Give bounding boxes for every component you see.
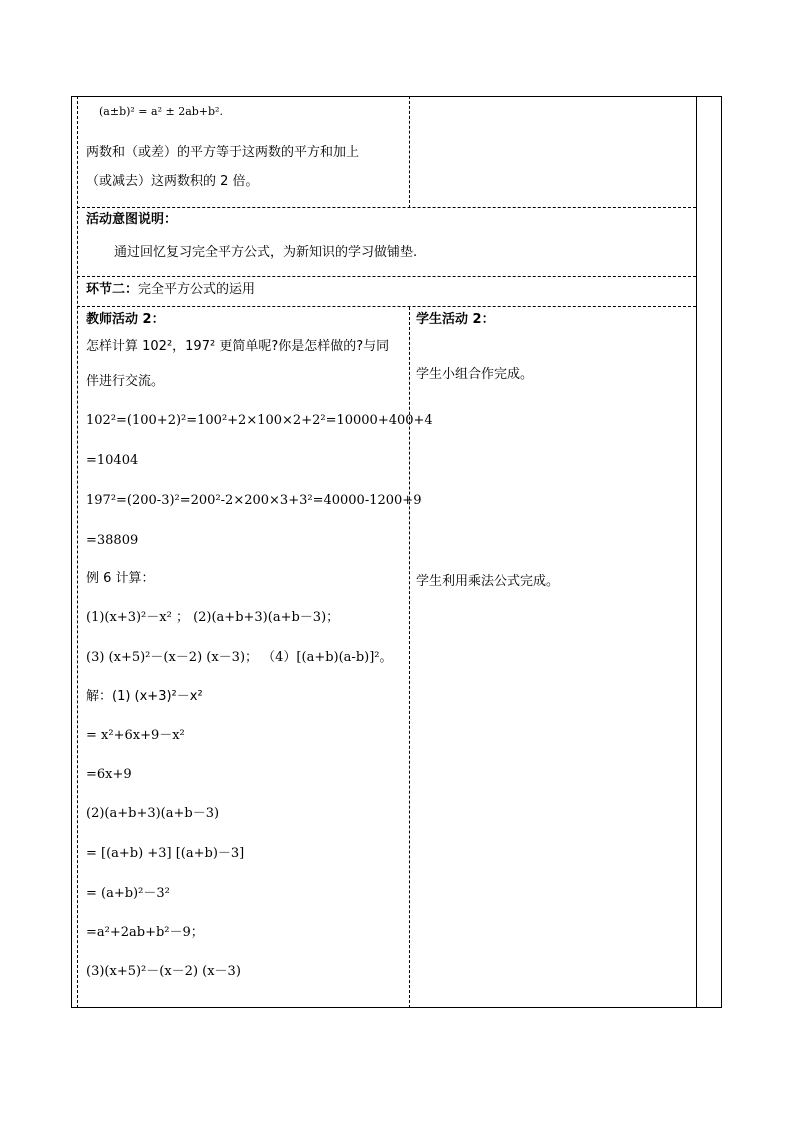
teacher-line: (3)(x+5)²－(x－2) (x－3) bbox=[86, 964, 241, 979]
table-frame bbox=[71, 96, 722, 1008]
teacher-line: (1)(x+3)²－x² ； (2)(a+b+3)(a+b－3)； bbox=[86, 610, 340, 625]
row-divider-1 bbox=[77, 207, 696, 208]
row-divider-3 bbox=[77, 306, 696, 307]
formula-description-2: （或减去）这两数积的 2 倍。 bbox=[86, 174, 259, 189]
section-prefix: 环节二： bbox=[86, 282, 139, 297]
teacher-line: 伴进行交流。 bbox=[86, 374, 165, 389]
teacher-line: 197²=(200-3)²=200²-2×200×3+3²=40000-1200+9 bbox=[86, 493, 422, 508]
student-note-1: 学生小组合作完成。 bbox=[416, 367, 534, 382]
table-inner-left-border bbox=[77, 96, 78, 1008]
teacher-line: (2)(a+b+3)(a+b－3) bbox=[86, 806, 220, 821]
teacher-line: =6x+9 bbox=[86, 767, 132, 782]
teacher-line: 例 6 计算： bbox=[86, 571, 155, 586]
section-name: 完全平方公式的运用 bbox=[138, 282, 256, 297]
column-divider-top bbox=[409, 96, 410, 208]
teacher-line: = [(a+b) +3] [(a+b)－3] bbox=[86, 846, 245, 861]
teacher-line: = x²+6x+9－x² bbox=[86, 728, 185, 743]
teacher-line: =a²+2ab+b²－9； bbox=[86, 925, 204, 940]
intent-heading: 活动意图说明： bbox=[86, 212, 178, 227]
row-divider-2 bbox=[77, 276, 696, 277]
student-note-2: 学生利用乘法公式完成。 bbox=[416, 574, 560, 589]
teacher-activity-heading: 教师活动 2： bbox=[86, 312, 165, 327]
teacher-line: (3) (x+5)²－(x－2) (x－3)； （4）[(a+b)(a-b)]²。 bbox=[86, 650, 393, 665]
student-activity-heading: 学生活动 2： bbox=[416, 312, 495, 327]
intent-body: 通过回忆复习完全平方公式，为新知识的学习做铺垫. bbox=[114, 245, 418, 260]
teacher-line: =38809 bbox=[86, 533, 139, 548]
formula-description-1: 两数和（或差）的平方等于这两数的平方和加上 bbox=[86, 145, 360, 160]
teacher-line: = (a+b)²－3² bbox=[86, 886, 170, 901]
teacher-line: 怎样计算 102²，197² 更简单呢?你是怎样做的?与同 bbox=[86, 339, 390, 354]
teacher-line: 102²=(100+2)²=100²+2×100×2+2²=10000+400+4 bbox=[86, 413, 433, 428]
teacher-line: 解：(1) (x+3)²－x² bbox=[86, 689, 203, 704]
formula-line: (a±b)² = a² ± 2ab+b². bbox=[99, 105, 223, 118]
section-title bbox=[86, 282, 255, 298]
table-inner-right-border bbox=[696, 96, 697, 1008]
teacher-line: =10404 bbox=[86, 453, 139, 468]
